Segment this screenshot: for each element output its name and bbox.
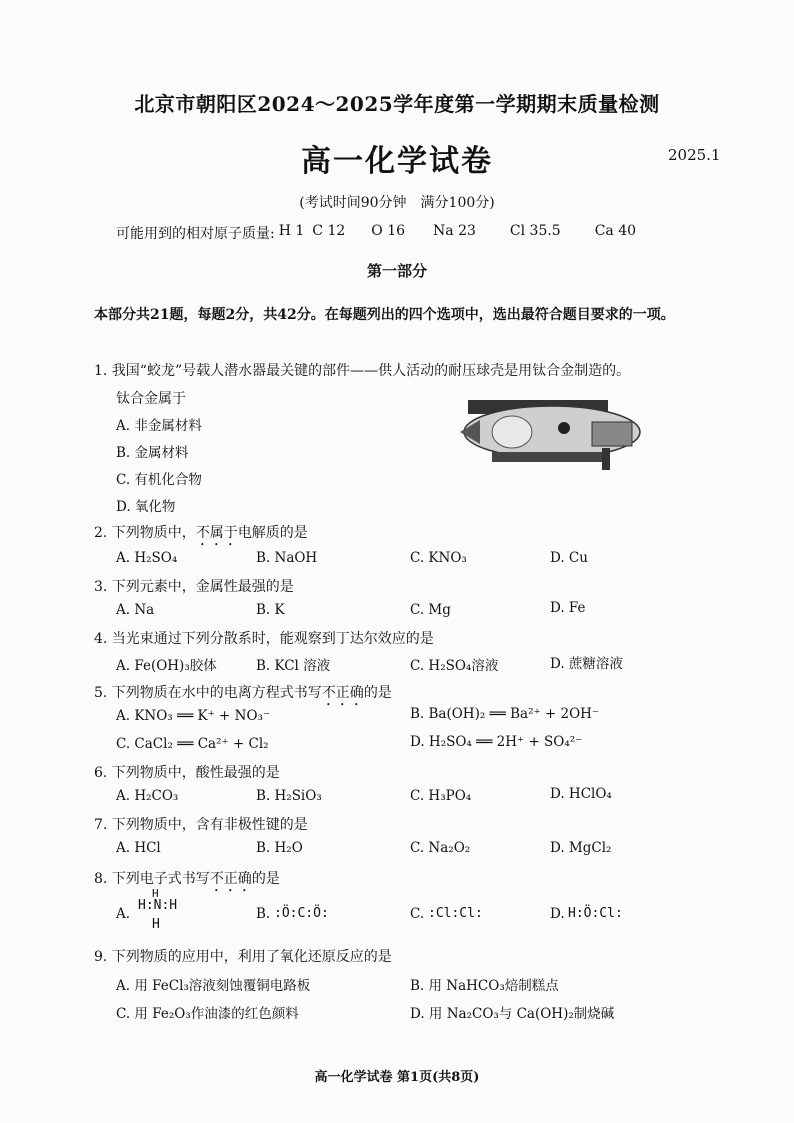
q2-emphasis: 不属于 — [195, 525, 238, 541]
q7-option-a: A. HCl — [116, 840, 161, 856]
question-5-stem — [94, 682, 392, 709]
q9-option-a: A. 用 FeCl₃溶液刻蚀覆铜电路板 — [116, 978, 311, 994]
q6-option-c: C. H₃PO₄ — [410, 788, 472, 804]
q9-option-d: D. 用 Na₂CO₃与 Ca(OH)₂制烧碱 — [410, 1006, 615, 1022]
q5-option-b: B. Ba(OH)₂ ══ Ba²⁺ + 2OH⁻ — [410, 706, 600, 722]
mass-h: H 1 — [278, 223, 305, 239]
q9-option-c: C. 用 Fe₂O₃作油漆的红色颜料 — [116, 1006, 299, 1022]
exam-date: 2025.1 — [668, 146, 721, 164]
q2-stem-b: 电解质的是 — [237, 525, 308, 541]
q1-option-a: A. 非金属材料 — [116, 418, 202, 434]
q1-option-b: B. 金属材料 — [116, 445, 189, 461]
q5-emphasis: 不正确 — [321, 685, 364, 701]
q2-option-d: D. Cu — [550, 550, 588, 566]
q9-option-b: B. 用 NaHCO₃焙制糕点 — [410, 978, 559, 994]
q8-option-c: C. — [410, 906, 425, 922]
question-7-stem: 7. 下列物质中，含有非极性键的是 — [94, 817, 308, 833]
q8-structure-a-top: H — [152, 887, 159, 900]
mass-ca: Ca 40 — [594, 223, 637, 239]
q4-option-a: A. Fe(OH)₃胶体 — [116, 658, 217, 674]
q8-structure-a: H:N:H — [138, 898, 178, 913]
q4-option-d: D. 蔗糖溶液 — [550, 656, 623, 672]
q8-option-b: B. — [256, 906, 271, 922]
q1-option-c: C. 有机化合物 — [116, 472, 202, 488]
q7-option-d: D. MgCl₂ — [550, 840, 612, 856]
atomic-masses — [116, 223, 636, 243]
q5-stem-a: 5. 下列物质在水中的电离方程式书写 — [94, 685, 322, 701]
exam-header-line: 北京市朝阳区2024～2025学年度第一学期期末质量检测 — [134, 92, 660, 116]
q1-option-d: D. 氧化物 — [116, 499, 176, 515]
mass-na: Na 23 — [433, 223, 476, 239]
q8-structure-d: H:Ö:Cl: — [568, 906, 623, 921]
question-8-stem — [94, 868, 280, 895]
part-intro: 本部分共21题，每题2分，共42分。在每题列出的四个选项中，选出最符合题目要求的一项。 — [94, 307, 675, 323]
mass-cl: Cl 35.5 — [509, 223, 561, 239]
q8-structure-c: :Cl:Cl: — [428, 906, 483, 921]
q2-stem-a: 2. 下列物质中， — [94, 525, 196, 541]
question-4-stem: 4. 当光束通过下列分散系时，能观察到丁达尔效应的是 — [94, 631, 434, 647]
q6-option-d: D. HClO₄ — [550, 786, 612, 802]
question-9-stem: 9. 下列物质的应用中，利用了氧化还原反应的是 — [94, 949, 392, 965]
question-6-stem: 6. 下列物质中，酸性最强的是 — [94, 765, 280, 781]
q4-option-c: C. H₂SO₄溶液 — [410, 658, 499, 674]
q2-option-a: A. H₂SO₄ — [116, 550, 178, 566]
page-title: 高一化学试卷 — [301, 144, 493, 179]
masses-label: 可能用到的相对原子质量: — [116, 226, 275, 242]
question-1-stem-2: 钛合金属于 — [116, 391, 186, 407]
q2-option-c: C. KNO₃ — [410, 550, 467, 566]
q6-option-b: B. H₂SiO₃ — [256, 788, 322, 804]
exam-info: (考试时间90分钟 满分100分) — [299, 195, 495, 211]
q8-emphasis: 不正确 — [209, 871, 252, 887]
question-3-stem: 3. 下列元素中，金属性最强的是 — [94, 579, 294, 595]
question-2-stem — [94, 522, 308, 549]
submersible-image — [452, 392, 652, 472]
q3-option-d: D. Fe — [550, 600, 586, 616]
q8-structure-b: :Ö:C:Ö: — [274, 906, 329, 921]
part-title: 第一部分 — [366, 262, 427, 280]
q4-option-b: B. KCl 溶液 — [256, 658, 331, 674]
q3-option-a: A. Na — [116, 602, 155, 618]
q5-option-a: A. KNO₃ ══ K⁺ + NO₃⁻ — [116, 708, 271, 724]
page-footer: 高一化学试卷 第1页(共8页) — [314, 1070, 480, 1085]
q7-option-b: B. H₂O — [256, 840, 303, 856]
q8-stem-a: 8. 下列电子式书写 — [94, 871, 210, 887]
q7-option-c: C. Na₂O₂ — [410, 840, 471, 856]
q2-option-b: B. NaOH — [256, 550, 318, 566]
q3-option-c: C. Mg — [410, 602, 451, 618]
q5-stem-b: 的是 — [363, 685, 392, 701]
q3-option-b: B. K — [256, 602, 285, 618]
q8-stem-b: 的是 — [251, 871, 280, 887]
q6-option-a: A. H₂CO₃ — [116, 788, 179, 804]
q8-option-a: A. — [116, 906, 131, 922]
q8-option-d: D. — [550, 906, 565, 922]
question-1-stem: 1. 我国“蛟龙”号载人潜水器最关键的部件——供人活动的耐压球壳是用钛合金制造的。 — [94, 363, 631, 379]
q5-option-d: D. H₂SO₄ ══ 2H⁺ + SO₄²⁻ — [410, 734, 583, 750]
q8-structure-a-bottom: H — [152, 917, 160, 932]
q5-option-c: C. CaCl₂ ══ Ca²⁺ + Cl₂ — [116, 736, 269, 752]
mass-o: O 16 — [371, 223, 406, 239]
mass-c: C 12 — [312, 223, 346, 239]
